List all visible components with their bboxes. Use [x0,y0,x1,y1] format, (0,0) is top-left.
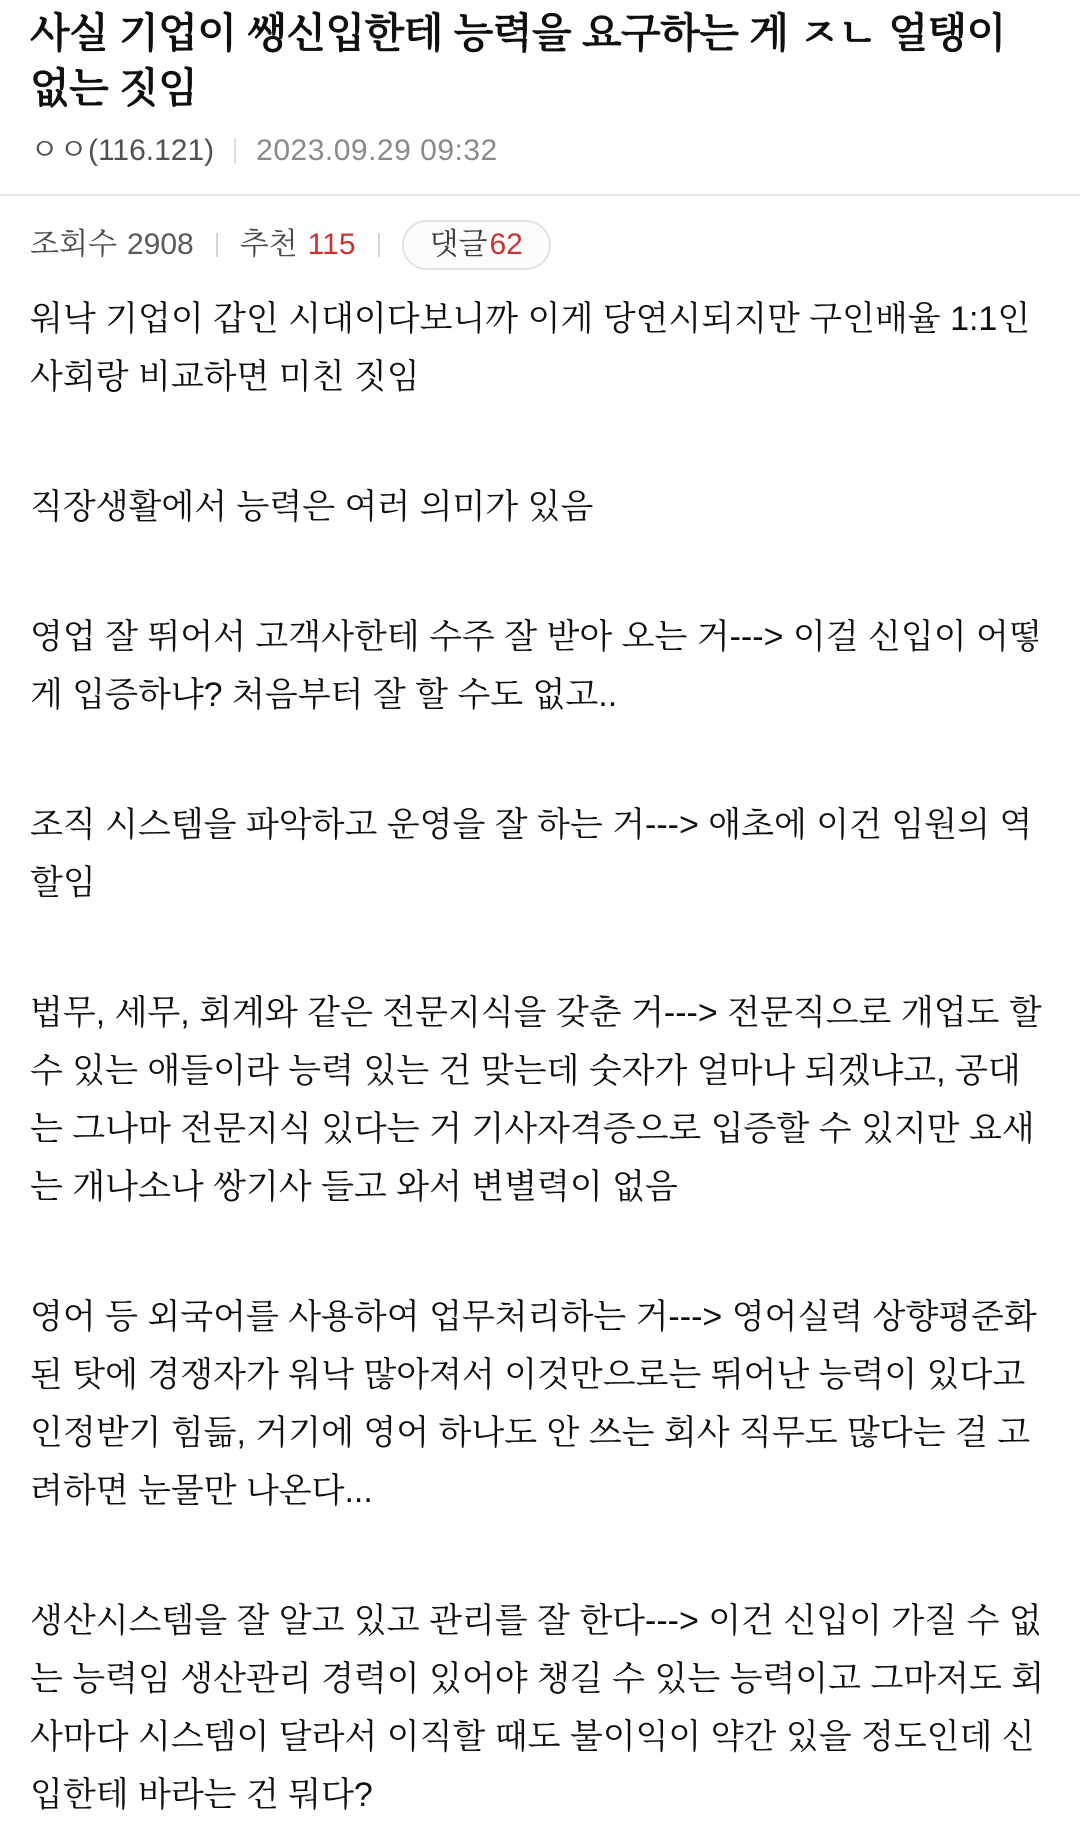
post-paragraph: 법무, 세무, 회계와 같은 전문지식을 갖춘 거---> 전문직으로 개업도 할 수 있는 애들이라 능력 있는 건 맞는데 숫자가 얼마나 되겠냐고, 공대는 그나마 전문지식 있다는 거 기사자격증으로 입증할 수 있지만 요새는 개나소나 쌍기사 들고 와서 변별력이 없음 [30,994,1042,1206]
post-paragraph: 영어 등 외국어를 사용하여 업무처리하는 거---> 영어실력 상향평준화된 탓에 경쟁자가 워낙 많아져서 이것만으로는 뛰어난 능력이 있다고 인정받기 힘듦, 거기에 영어 하나도 안 쓰는 회사 직무도 많다는 걸 고려하면 눈물만 나온다... [30,1298,1037,1510]
post-date: 2023.09.29 09:32 [256,134,498,167]
stat-divider [378,233,380,257]
post-body [30,290,1050,1824]
post-paragraph: 워낙 기업이 갑인 시대이다보니까 이게 당연시되지만 구인배율 1:1인 사회랑 비교하면 미친 짓임 [30,300,1031,396]
post-paragraph: 조직 시스템을 파악하고 운영을 잘 하는 거---> 애초에 이건 임원의 역할임 [30,806,1033,902]
post-paragraph: 영업 잘 뛰어서 고객사한테 수주 잘 받아 오는 거---> 이걸 신입이 어떻게 입증하냐? 처음부터 잘 할 수도 없고.. [30,618,1042,714]
views-label: 조회수 [30,228,117,261]
views-stat [30,228,194,262]
post-paragraph: 직장생활에서 능력은 여러 의미가 있음 [30,488,594,526]
author-row [30,134,1050,168]
post-paragraph: 생산시스템을 잘 알고 있고 관리를 잘 한다---> 이건 신입이 가질 수 없는 능력임 생산관리 경력이 있어야 챙길 수 있는 능력이고 그마저도 회사마다 시스템이 달라서 이직할 때도 불이익이 약간 있을 정도인데 신입한테 바라는 건 뭐다? [30,1602,1045,1814]
comments-count: 62 [489,228,523,261]
stat-divider [216,233,218,257]
stats-row [30,220,1050,270]
post-title: 사실 기업이 쌩신입한테 능력을 요구하는 게 ㅈㄴ 얼탱이 없는 짓임 [30,10,1006,111]
header-divider [0,194,1080,196]
upvotes-count: 115 [307,228,356,261]
views-count: 2908 [126,228,194,261]
upvotes-label: 추천 [239,228,298,261]
comments-badge[interactable] [402,220,551,270]
upvotes-stat [240,228,356,262]
post-author: ㅇㅇ(116.121) [30,134,215,167]
author-date-divider [234,138,236,164]
comments-label: 댓글 [429,228,488,261]
